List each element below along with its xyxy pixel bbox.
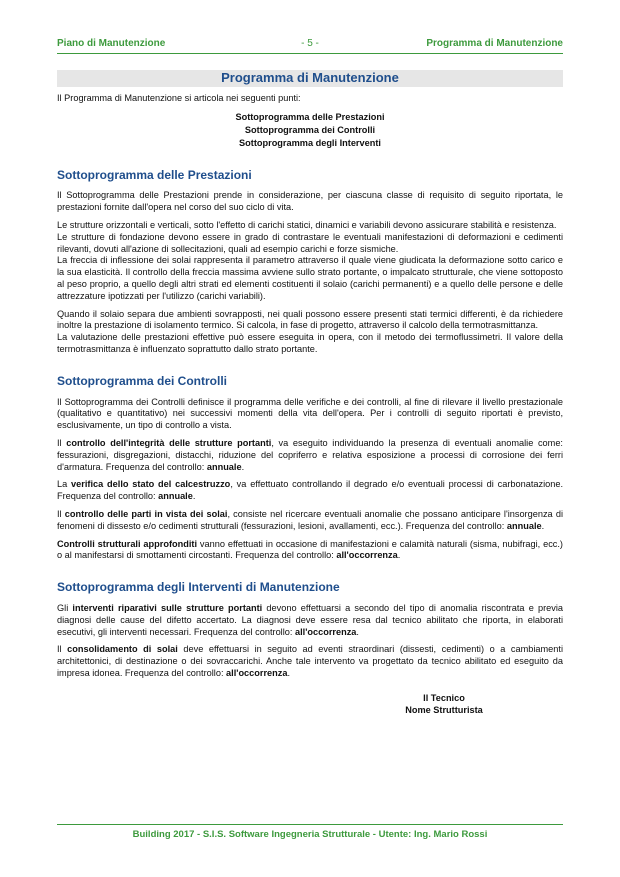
bold-term: verifica dello stato del calcestruzzo [71,479,231,490]
page-header [57,38,563,52]
text-line: Le strutture di fondazione devono essere in grado di contrastare le eventuali manifestazioni di deformazioni e cedimenti rilevanti, dovuti all'azione di sollecitazioni, quali ad esempio carichi e forze sismiche. [57,231,563,254]
paragraph: Il controllo dell'integrità delle strutture portanti, va eseguito individuando la presenza di eventuali anomalie come: fessurazioni, disgregazioni, distacchi, riduzione del copriferro e relativa esposizione a processi di corrosione dei ferri d'armatura. Frequenza del controllo: annuale. [57,437,563,472]
paragraph [57,220,563,303]
paragraph: Il consolidamento di solai deve effettuarsi in seguito ad eventi straordinari (dissesti, cedimenti) o a cambiamenti architettonici, di destinazione o dei sovraccarichi. Anche tale intervento va progettato da tecnico abilitato ed eseguito da impresa idonea. Frequenza del controllo: all'occorrenza. [57,644,563,678]
bold-term: consolidamento di solai [67,644,178,655]
section-heading-prestazioni: Sottoprogramma delle Prestazioni [57,167,252,182]
frequency: all'occorrenza [294,626,357,637]
document-title: Programma di Manutenzione [57,70,563,87]
point-item: Sottoprogramma dei Controlli [244,124,376,135]
frequency: annuale [158,491,193,502]
paragraph: Il Sottoprogramma dei Controlli definisce il programma delle verifiche e dei controlli, al fine di rilevare il livello prestazionale (qualitativo e quantitativo) nei successivi momenti della vita dell'opera. Per i controlli di seguito riportati è previsto, esclusivamente, un tipo di controllo a vista. [57,396,563,431]
intro-text: Il Programma di Manutenzione si articola nei seguenti punti: [57,92,301,103]
signature-name: Nome Strutturista [405,704,483,715]
text-line: La freccia di inflessione dei solai rappresenta il parametro attraverso il quale viene giudicata la deformazione sotto carico e la sua elasticità. Il controllo della freccia massima avviene sullo strato portante, o impalcato strutturale, che viene sottoposto al peso proprio, a quello degli altri strati ed elementi costituenti il solaio (carichi permanenti) e a quello delle persone e delle attrezzature ipotizzati per l'utilizzo (carichi variabili). [57,255,563,301]
paragraph [57,309,563,356]
text-line: Quando il solaio separa due ambienti sovrapposti, nei quali possono essere presenti stati termici differenti, è da richiedere inoltre la prestazione di isolamento termico. Si calcola, in fase di progetto, attraverso il calcolo della termotrasmittanza. [57,308,563,331]
points-list [57,111,563,150]
paragraph: Controlli strutturali approfonditi vanno effettuati in occasione di manifestazioni e calamità naturali (sisma, nubifragi, ecc.) o al manifestarsi di smottamenti circostanti. Frequenza del controllo: all'occorrenza. [57,538,563,561]
signature-block [57,692,563,716]
paragraph: La verifica dello stato del calcestruzzo, va effettuato controllando il degrado e/o eventuali processi di carbonatazione. Frequenza del controllo: annuale. [57,479,564,502]
frequency: all'occorrenza [226,667,288,678]
paragraph: Il Sottoprogramma delle Prestazioni prende in considerazione, per ciascuna classe di requisito di seguito riportata, le prestazioni fornite dall'opera nel corso del suo ciclo di vita. [57,190,563,213]
document-body [57,70,563,716]
paragraph: Gli interventi riparativi sulle strutture portanti devono effettuarsi a secondo del tipo di anomalia riscontrata e previa diagnosi delle cause del difetto accertato. La diagnosi deve essere resa dal tecnico abilitato che riporta, in elaborati esecutivi, gli interventi necessari. Frequenza del controllo: all'occorrenza. [57,602,564,637]
bold-term: controllo dell'integrità delle strutture portanti [66,437,272,448]
page-number: - 5 - [301,38,319,49]
page-footer: Building 2017 - S.I.S. Software Ingegneria Strutturale - Utente: Ing. Mario Rossi [132,829,488,840]
frequency: annuale [506,520,542,531]
signature-title: Il Tecnico [423,692,465,703]
header-right: Programma di Manutenzione [426,38,563,49]
text-line: Le strutture orizzontali e verticali, sotto l'effetto di carichi statici, dinamici e variabili devono assicurare stabilità e resistenza. [57,219,557,230]
text-line: La valutazione delle prestazioni effettive può essere eseguita in opera, con il metodo dei termoflussimetri. Il valore della termotrasmittanza è influenzato soprattutto dallo strato portante. [57,332,563,354]
point-item: Sottoprogramma delle Prestazioni [235,111,385,122]
bold-term: controllo delle parti in vista dei solai [64,508,228,519]
section-heading-controlli: Sottoprogramma dei Controlli [57,373,228,388]
header-left: Piano di Manutenzione [57,38,166,49]
point-item: Sottoprogramma degli Interventi [239,137,381,148]
frequency: all'occorrenza [336,550,398,561]
bold-term: Controlli strutturali approfonditi [57,538,198,549]
header-rule [57,53,563,54]
bold-term: interventi riparativi sulle strutture portanti [72,602,263,613]
frequency: annuale [206,461,242,472]
paragraph: Il controllo delle parti in vista dei solai, consiste nel ricercare eventuali anomalie che possano anticipare l'insorgenza di fenomeni di dissesto e/o cedimenti strutturali (fessurazioni, lesioni, avallamenti, ecc.). Frequenza del controllo: annuale. [57,508,563,531]
footer-rule [57,824,563,825]
section-heading-interventi: Sottoprogramma degli Interventi di Manutenzione [57,580,340,595]
